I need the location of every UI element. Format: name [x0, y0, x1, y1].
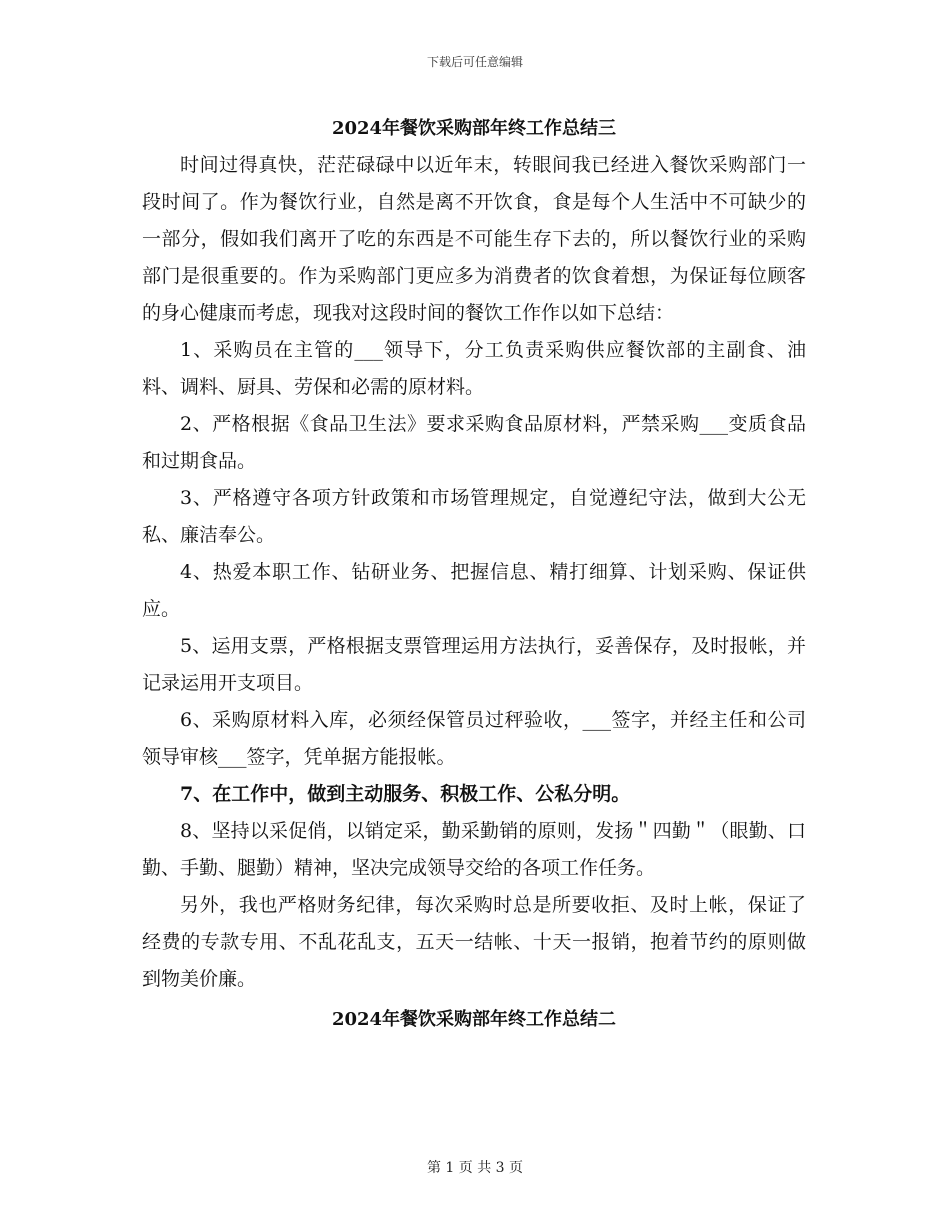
document-title: 2024年餐饮采购部年终工作总结三	[331, 118, 617, 139]
paragraph-item-2: 2、严格根据《食品卫生法》要求采购食品原材料，严禁采购___变质食品和过期食品。	[142, 413, 806, 472]
paragraph-item-7: 7、在工作中，做到主动服务、积极工作、公私分明。	[180, 783, 631, 805]
paragraph-item-4: 4、热爱本职工作、钻研业务、把握信息、精打细算、计划采购、保证供应。	[142, 561, 806, 620]
document-body	[142, 111, 806, 1038]
paragraph-item-3: 3、严格遵守各项方针政策和市场管理规定，自觉遵纪守法，做到大公无私、廉洁奉公。	[142, 487, 806, 546]
paragraph-item-6: 6、采购原材料入库，必须经保管员过秤验收，___签字，并经主任和公司领导审核___签字，凭单据方能报帐。	[142, 709, 806, 768]
paragraph-item-5: 5、运用支票，严格根据支票管理运用方法执行，妥善保存，及时报帐，并记录运用开支项目。	[142, 635, 806, 694]
next-section-title: 2024年餐饮采购部年终工作总结二	[331, 1009, 617, 1030]
paragraph-intro: 时间过得真快，茫茫碌碌中以近年末，转眼间我已经进入餐饮采购部门一段时间了。作为餐饮行业，自然是离不开饮食，食是每个人生活中不可缺少的一部分，假如我们离开了吃的东西是不可能生存下去的，所以餐饮行业的采购部门是很重要的。作为采购部门更应多为消费者的饮食着想，为保证每位顾客的身心健康而考虑，现我对这段时间的餐饮工作作以如下总结：	[142, 154, 806, 324]
paragraph-closing: 另外，我也严格财务纪律，每次采购时总是所要收拒、及时上帐，保证了经费的专款专用、不乱花乱支，五天一结帐、十天一报销，抱着节约的原则做到物美价廉。	[142, 894, 806, 990]
paragraph-item-1: 1、采购员在主管的___领导下，分工负责采购供应餐饮部的主副食、油料、调料、厨具、劳保和必需的原材料。	[142, 339, 806, 398]
page-number-footer: 第 1 页 共 3 页	[426, 1160, 524, 1176]
paragraph-item-8: 8、坚持以采促俏，以销定采，勤采勤销的原则，发扬＂四勤＂（眼勤、口勤、手勤、腿勤）精神，坚决完成领导交给的各项工作任务。	[142, 820, 806, 879]
page-header-note: 下载后可任意编辑	[426, 55, 523, 69]
